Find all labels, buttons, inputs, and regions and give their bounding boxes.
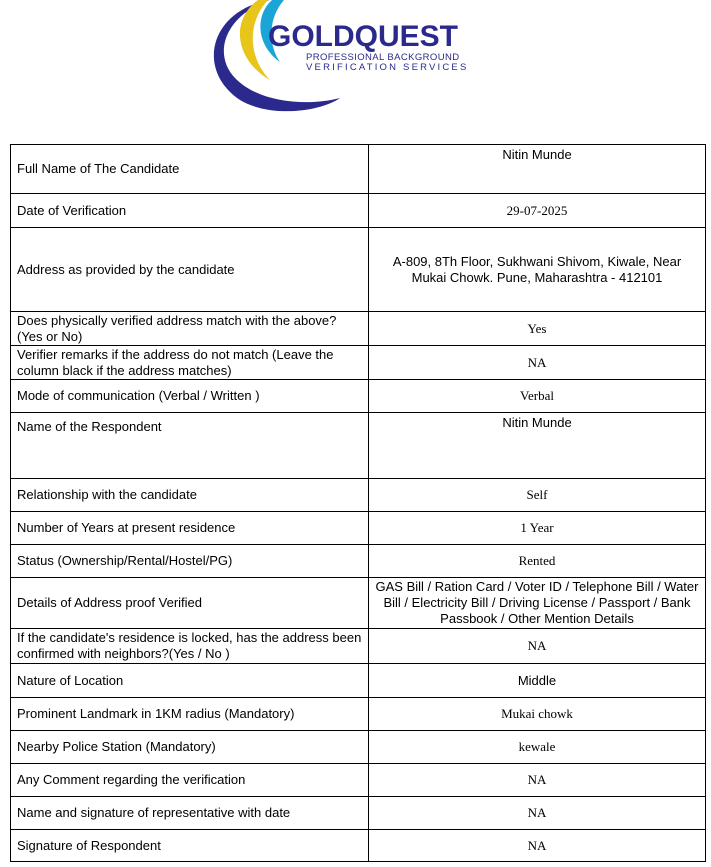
row-label: Prominent Landmark in 1KM radius (Mandatory) [11, 698, 369, 731]
table-row [11, 664, 706, 698]
row-label: Any Comment regarding the verification [11, 764, 369, 797]
row-value: Nitin Munde [369, 145, 706, 194]
row-label: Details of Address proof Verified [11, 578, 369, 629]
row-value: Self [369, 479, 706, 512]
table-row [11, 830, 706, 862]
table-row [11, 629, 706, 664]
row-label: Nearby Police Station (Mandatory) [11, 731, 369, 764]
row-label: Full Name of The Candidate [11, 145, 369, 194]
goldquest-logo [200, 0, 520, 118]
row-label: Number of Years at present residence [11, 512, 369, 545]
row-value: NA [369, 764, 706, 797]
row-value: NA [369, 830, 706, 862]
row-value: NA [369, 629, 706, 664]
row-label: Relationship with the candidate [11, 479, 369, 512]
row-value: Mukai chowk [369, 698, 706, 731]
address-verification-table [10, 144, 706, 862]
table-row [11, 380, 706, 413]
row-value: kewale [369, 731, 706, 764]
logo-tagline-1: PROFESSIONAL BACKGROUND [306, 52, 460, 63]
row-label: Verifier remarks if the address do not match (Leave the column black if the address matches) [11, 346, 369, 380]
row-label: If the candidate's residence is locked, has the address been confirmed with neighbors?(Yes / No ) [11, 629, 369, 664]
table-row [11, 228, 706, 312]
table-row [11, 578, 706, 629]
logo-tagline-2: VERIFICATION SERVICES [306, 62, 469, 73]
row-label: Date of Verification [11, 194, 369, 228]
row-value: Nitin Munde [369, 413, 706, 479]
table-row [11, 145, 706, 194]
row-value: Yes [369, 312, 706, 346]
table-row [11, 312, 706, 346]
table-row [11, 731, 706, 764]
table-row [11, 346, 706, 380]
row-label: Mode of communication (Verbal / Written ) [11, 380, 369, 413]
row-value: Verbal [369, 380, 706, 413]
row-label: Status (Ownership/Rental/Hostel/PG) [11, 545, 369, 578]
row-value: NA [369, 346, 706, 380]
table-row [11, 764, 706, 797]
row-value: 29-07-2025 [369, 194, 706, 228]
row-value: Middle [369, 664, 706, 698]
row-label: Signature of Respondent [11, 830, 369, 862]
row-label: Name of the Respondent [11, 413, 369, 479]
table-row [11, 698, 706, 731]
table-row [11, 797, 706, 830]
logo-brand-text: GOLDQUEST [268, 20, 459, 53]
table-row [11, 194, 706, 228]
table-row [11, 479, 706, 512]
row-value: A-809, 8Th Floor, Sukhwani Shivom, Kiwale, Near Mukai Chowk. Pune, Maharashtra - 412101 [369, 228, 706, 312]
table-row [11, 413, 706, 479]
row-value: NA [369, 797, 706, 830]
row-value: 1 Year [369, 512, 706, 545]
row-label: Address as provided by the candidate [11, 228, 369, 312]
row-value: Rented [369, 545, 706, 578]
row-label: Name and signature of representative with date [11, 797, 369, 830]
table-row [11, 512, 706, 545]
row-value: GAS Bill / Ration Card / Voter ID / Telephone Bill / Water Bill / Electricity Bill / Driving License / Passport / Bank Passbook / Other Mention Details [369, 578, 706, 629]
row-label: Does physically verified address match with the above? (Yes or No) [11, 312, 369, 346]
row-label: Nature of Location [11, 664, 369, 698]
table-row [11, 545, 706, 578]
